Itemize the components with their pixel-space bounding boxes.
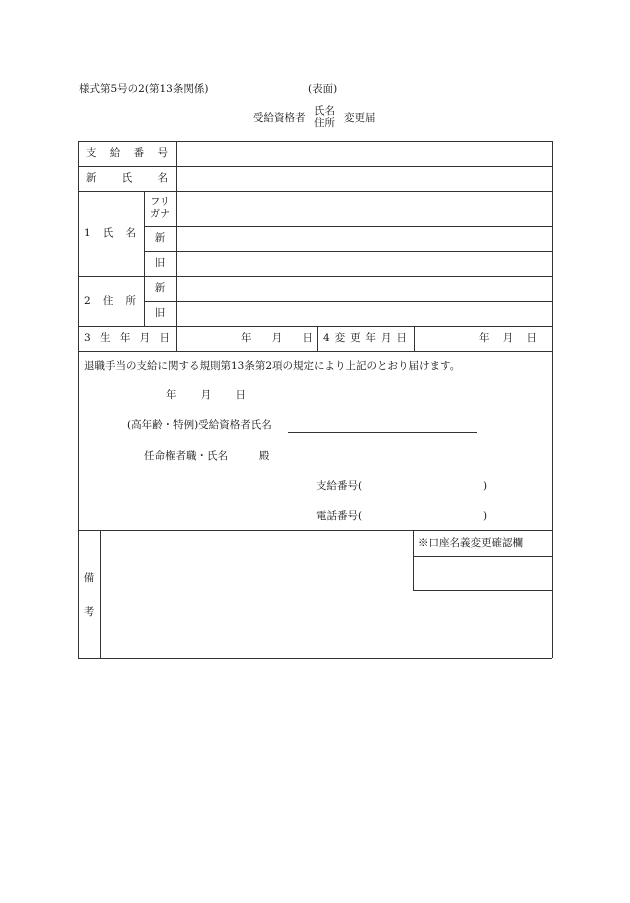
section-1-name-label: 1 氏 名 bbox=[84, 227, 136, 240]
applicant-name-label: (高年齢・特例)受給資格者氏名 bbox=[127, 419, 272, 431]
birthdate-ymd: 年 月 日 bbox=[241, 332, 313, 345]
payment-number-field-label: 支給番号( bbox=[316, 480, 363, 492]
remarks-label: 備 考 bbox=[83, 571, 95, 618]
address-old-label: 旧 bbox=[154, 307, 166, 320]
applicant-name-line bbox=[288, 432, 477, 433]
address-new-label: 新 bbox=[154, 282, 166, 295]
side-indicator: (表面) bbox=[308, 83, 338, 95]
form-id: 様式第5号の2(第13条関係) bbox=[79, 83, 209, 95]
payment-number-close: ) bbox=[483, 480, 488, 492]
birthdate-label: 3 生 年 月 日 bbox=[84, 332, 170, 345]
change-date-label: 4 変 更 年 月 日 bbox=[323, 332, 407, 345]
declaration-statement: 退職手当の支給に関する規則第13条第2項の規定により上記のとおり届けます。 bbox=[84, 360, 461, 372]
declaration-date: 年 月 日 bbox=[166, 388, 246, 401]
title-stack-top: 氏名 bbox=[314, 105, 335, 117]
title-stack bbox=[314, 106, 335, 128]
furigana-label: フリ ガナ bbox=[150, 197, 170, 220]
title-left: 受給資格者 bbox=[253, 112, 306, 124]
title-right: 変更届 bbox=[344, 112, 376, 124]
payment-number-label: 支 給 番 号 bbox=[86, 147, 168, 160]
account-check-label: ※口座名義変更確認欄 bbox=[418, 536, 523, 549]
title-stack-bottom: 住所 bbox=[314, 116, 335, 129]
honorific: 殿 bbox=[259, 450, 270, 462]
section-2-address-label: 2 住 所 bbox=[84, 294, 136, 307]
name-old-label: 旧 bbox=[154, 257, 166, 270]
name-new-label: 新 bbox=[154, 232, 166, 245]
phone-number-close: ) bbox=[483, 510, 488, 522]
new-name-label: 新 氏 名 bbox=[86, 172, 168, 185]
phone-number-field-label: 電話番号( bbox=[316, 510, 363, 522]
authority-label: 任命権者職・氏名 bbox=[144, 450, 228, 462]
change-date-ymd: 年 月 日 bbox=[479, 332, 537, 345]
